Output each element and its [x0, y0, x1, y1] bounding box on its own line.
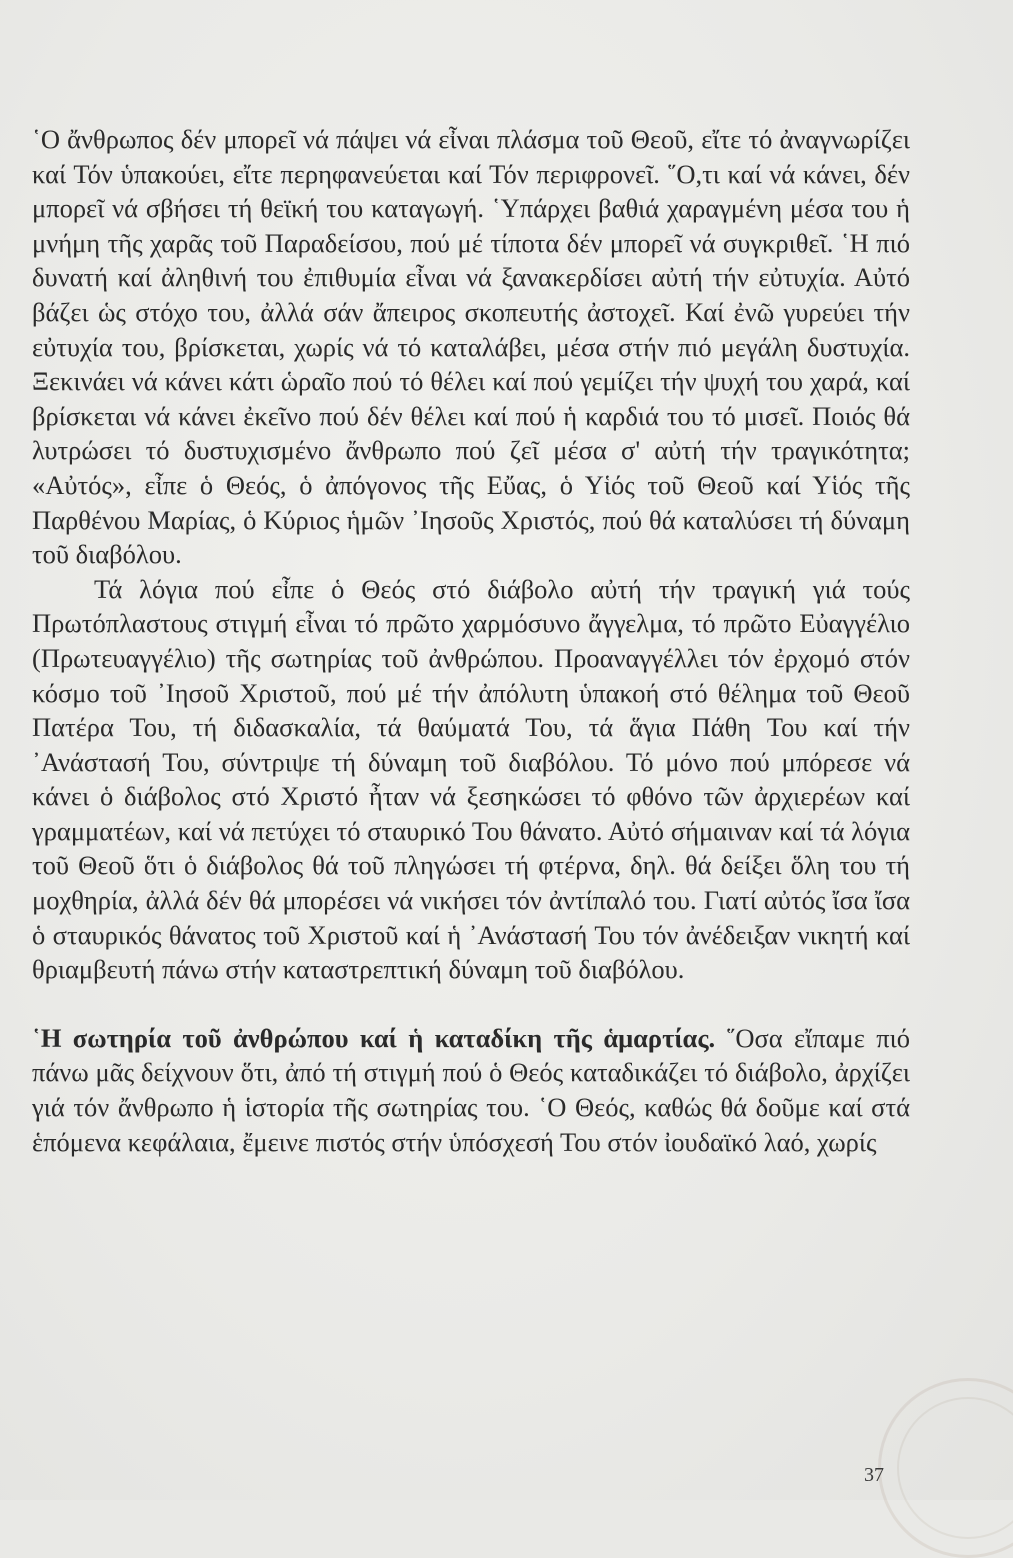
section-heading: ῾Η σωτηρία τοῦ ἀνθρώπου καί ἡ καταδίκη τῆς ἁμαρτίας.	[32, 1022, 716, 1053]
paragraph-3-text: ῞Οσα εἴπαμε πιό πάνω μᾶς δείχνουν ὅτι, ἀπό τή στιγμή πού ὁ Θεός καταδικάζει τό διάβολο, ἀρχίζει γιά τόν ἄνθρωπο ἡ ἱστορία τῆς σωτηρίας του. ῾Ο Θεός, καθώς θά δοῦμε καί στά ἑπόμενα κεφάλαια, ἔμεινε πιστός στήν ὑπόσχεσή Του στόν ἰουδαϊκό λαό, χωρίς	[32, 1022, 911, 1157]
paragraph-2	[32, 572, 910, 987]
paragraph-1	[32, 122, 910, 572]
page-number: 37	[864, 1464, 884, 1486]
paragraph-3	[32, 1021, 910, 1159]
library-stamp	[878, 1378, 1013, 1558]
library-stamp-inner-ring	[897, 1397, 1013, 1539]
paragraph-2-text: Τά λόγια πού εἶπε ὁ Θεός στό διάβολο αὐτή τήν τραγική γιά τούς Πρωτόπλαστους στιγμή εἶναι τό πρῶτο χαρμόσυνο ἄγγελμα, τό πρῶτο Εὐαγγέλιο (Πρωτευαγγέλιο) τῆς σωτηρίας τοῦ ἀνθρώπου. Προαναγγέλλει τόν ἐρχομό στόν κόσμο τοῦ ᾿Ιησοῦ Χριστοῦ, πού μέ τήν ἀπόλυτη ὑπακοή στό θέλημα τοῦ Θεοῦ Πατέρα Του, τή διδασκαλία, τά θαύματά Του, τά ἅγια Πάθη Του καί τήν ᾿Ανάστασή Του, σύντριψε τή δύναμη τοῦ διαβόλου. Τό μόνο πού μπόρεσε νά κάνει ὁ διάβολος στό Χριστό ἦταν νά ξεσηκώσει τό φθόνο τῶν ἀρχιερέων καί γραμματέων, καί νά πετύχει τό σταυρικό Του θάνατο. Αὐτό σήμαιναν καί τά λόγια τοῦ Θεοῦ ὅτι ὁ διάβολος θά τοῦ πληγώσει τή φτέρνα, δηλ. θά δείξει ὅλη του τή μοχθηρία, ἀλλά δέν θά μπορέσει νά νικήσει τόν ἀντίπαλό του. Γιατί αὐτός ἴσα ἴσα ὁ σταυρικός θάνατος τοῦ Χριστοῦ καί ἡ ᾿Ανάστασή Του τόν ἀνέδειξαν νικητή καί θριαμβευτή πάνω στήν καταστρεπτική δύναμη τοῦ διαβόλου.	[32, 573, 910, 985]
paragraph-1-text: ῾Ο ἄνθρωπος δέν μπορεῖ νά πάψει νά εἶναι πλάσμα τοῦ Θεοῦ, εἴτε τό ἀναγνωρίζει καί Τόν ὑπακούει, εἴτε περηφανεύεται καί Τόν περιφρονεῖ. ῞Ο,τι καί νά κάνει, δέν μπορεῖ νά σβήσει τή θεϊκή του καταγωγή. ῾Υπάρχει βαθιά χαραγμένη μέσα του ἡ μνήμη τῆς χαρᾶς τοῦ Παραδείσου, πού μέ τίποτα δέν μπορεῖ νά συγκριθεῖ. ῾Η πιό δυνατή καί ἀληθινή του ἐπιθυμία εἶναι νά ξανακερδίσει αὐτή τήν εὐτυχία. Αὐτό βάζει ὡς στόχο του, ἀλλά σάν ἄπειρος σκοπευτής ἀστοχεῖ. Καί ἐνῶ γυρεύει τήν εὐτυχία του, βρίσκεται, χωρίς νά τό καταλάβει, μέσα στήν πιό μεγάλη δυστυχία. Ξεκινάει νά κάνει κάτι ὡραῖο πού τό θέλει καί πού γεμίζει τήν ψυχή του χαρά, καί βρίσκεται νά κάνει ἐκεῖνο πού δέν θέλει καί πού ἡ καρδιά του τό μισεῖ. Ποιός θά λυτρώσει τό δυστυχισμένο ἄνθρωπο πού ζεῖ μέσα σ' αὐτή τήν τραγικότητα; «Αὐτός», εἶπε ὁ Θεός, ὁ ἀπόγονος τῆς Εὔας, ὁ Υἱός τοῦ Θεοῦ καί Υἱός τῆς Παρθένου Μαρίας, ὁ Κύριος ἡμῶν ᾿Ιησοῦς Χριστός, πού θά καταλύσει τή δύναμη τοῦ διαβόλου.	[32, 124, 910, 570]
body-text	[32, 122, 910, 1159]
